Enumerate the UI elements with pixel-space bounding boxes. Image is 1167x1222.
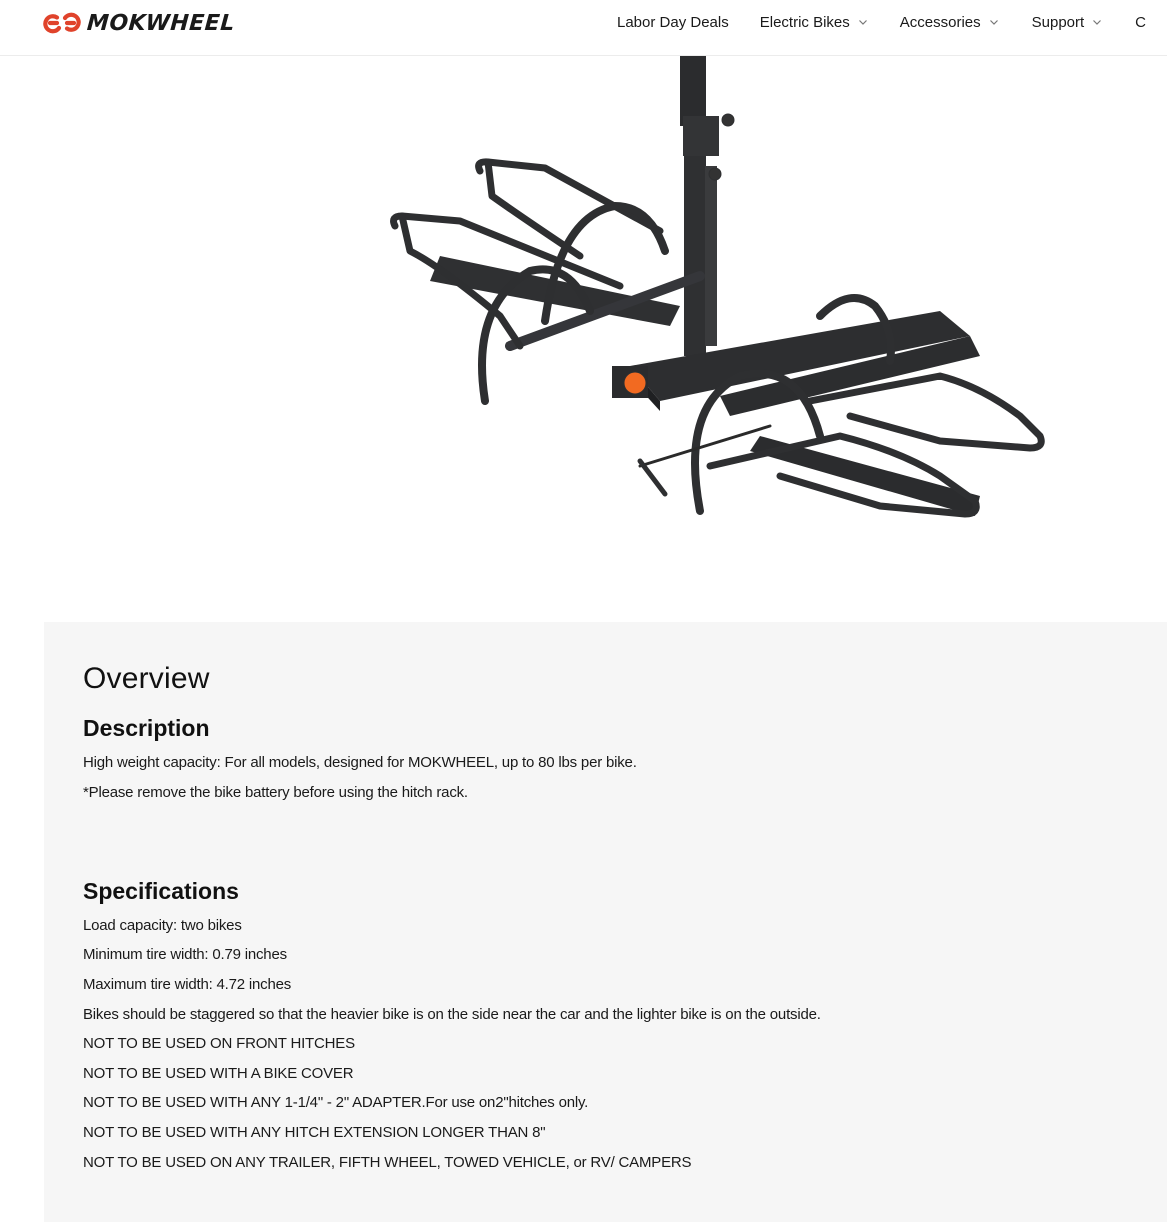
bike-hitch-rack-image bbox=[380, 56, 1060, 536]
spec-line: Minimum tire width: 0.79 inches bbox=[83, 946, 287, 963]
spec-line: NOT TO BE USED ON FRONT HITCHES bbox=[83, 1035, 355, 1052]
product-image-area bbox=[0, 56, 1167, 622]
description-line: *Please remove the bike battery before using the hitch rack. bbox=[83, 784, 468, 801]
nav-accessories[interactable] bbox=[900, 14, 999, 31]
spec-line: NOT TO BE USED WITH ANY 1-1/4" - 2" ADAPTER.For use on2"hitches only. bbox=[83, 1094, 589, 1111]
chevron-down-icon bbox=[858, 17, 868, 27]
description-title: Description bbox=[83, 715, 210, 741]
spec-line: NOT TO BE USED WITH ANY HITCH EXTENSION LONGER THAN 8" bbox=[83, 1124, 546, 1141]
nav-label: Electric Bikes bbox=[759, 13, 850, 31]
site-header bbox=[0, 0, 1167, 56]
nav-label: C bbox=[1135, 13, 1147, 31]
nav-labor-day-deals[interactable] bbox=[617, 14, 729, 31]
spec-line: NOT TO BE USED WITH A BIKE COVER bbox=[83, 1065, 354, 1082]
nav-support[interactable] bbox=[1032, 14, 1103, 31]
overview-title: Overview bbox=[83, 662, 210, 695]
chevron-down-icon bbox=[1092, 17, 1102, 27]
description-line: High weight capacity: For all models, designed for MOKWHEEL, up to 80 lbs per bike. bbox=[83, 754, 637, 771]
nav-label: Labor Day Deals bbox=[617, 13, 729, 31]
nav-electric-bikes[interactable] bbox=[760, 14, 868, 31]
main-nav bbox=[617, 0, 1167, 44]
specifications-title: Specifications bbox=[83, 878, 239, 904]
chevron-down-icon bbox=[989, 17, 999, 27]
spec-line: Maximum tire width: 4.72 inches bbox=[83, 976, 292, 993]
brand-name: MOKWHEEL bbox=[86, 10, 236, 36]
overview-section bbox=[44, 622, 1167, 1222]
nav-truncated-item[interactable] bbox=[1135, 14, 1146, 31]
nav-label: Accessories bbox=[899, 13, 981, 31]
spec-line: Bikes should be staggered so that the heavier bike is on the side near the car and the lighter bike is on the outside. bbox=[83, 1006, 821, 1023]
spec-line: Load capacity: two bikes bbox=[83, 917, 242, 934]
spec-line: NOT TO BE USED ON ANY TRAILER, FIFTH WHEEL, TOWED VEHICLE, or RV/ CAMPERS bbox=[83, 1154, 692, 1171]
nav-label: Support bbox=[1031, 13, 1085, 31]
mokwheel-logo-icon bbox=[43, 11, 81, 35]
brand-logo[interactable] bbox=[43, 10, 235, 36]
